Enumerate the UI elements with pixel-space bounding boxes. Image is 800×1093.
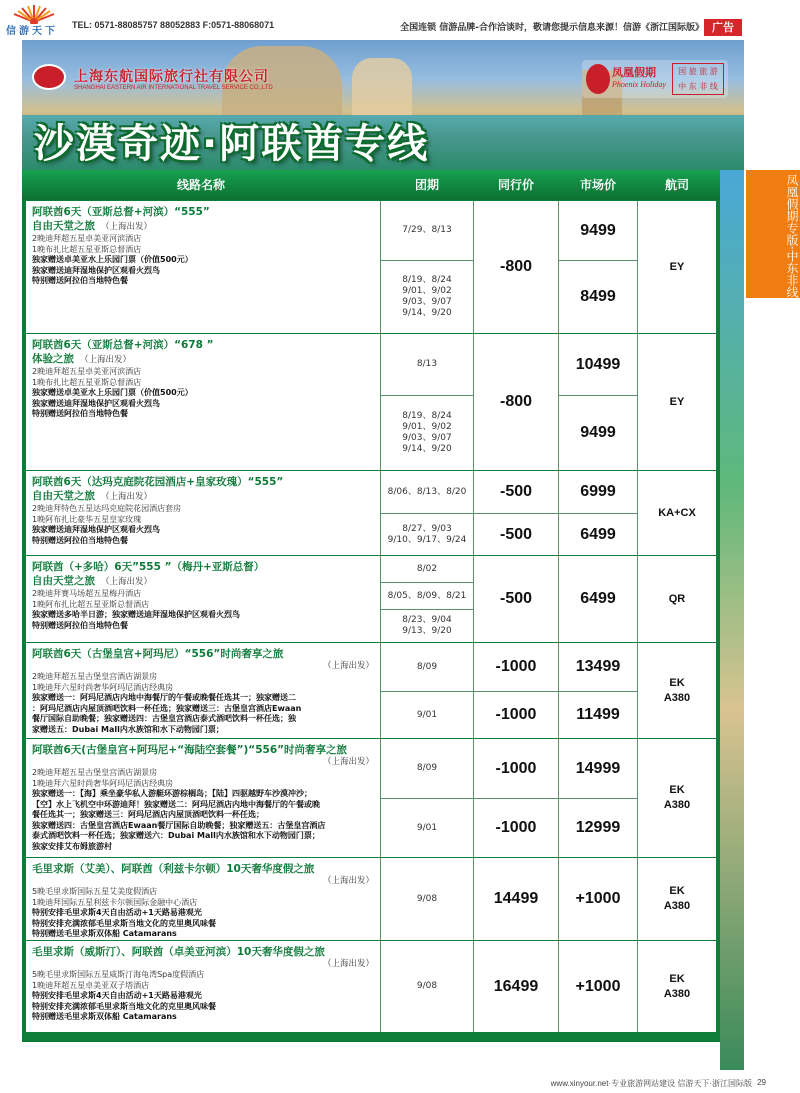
airline-code: EY — [669, 260, 685, 273]
departure-date-group — [381, 556, 473, 582]
route-detail-line: 独家赠送迪拜湿地保护区观看火烈鸟 — [32, 265, 160, 275]
route-origin: （上海出发） — [101, 492, 153, 502]
route-detail-line: 2晚迪拜赛马场超五星梅丹酒店 — [32, 589, 142, 598]
airline-codes — [638, 471, 716, 555]
route-detail-line: 1晚迪拜六星时尚奢华阿玛尼酒店经典房 — [32, 778, 174, 788]
market-price: 14999 — [575, 759, 621, 777]
partner-tagline — [672, 63, 724, 95]
table-row — [26, 643, 716, 738]
contact-phone: TEL: 0571-88085757 88052883 F:0571-88068071 — [72, 20, 275, 30]
hero-banner — [22, 40, 744, 170]
route-origin: （上海出发） — [101, 222, 153, 232]
route-detail-line: 特别赠送阿拉伯当地特色餐 — [32, 276, 128, 285]
departure-date-group — [381, 201, 473, 260]
airline-codes — [638, 334, 716, 470]
market-price: +1000 — [575, 977, 621, 995]
page-title: 沙漠奇迹·阿联酋专线 — [34, 121, 430, 167]
brand-logo-text: 信游天下 — [6, 26, 58, 37]
route-detail-line: 特别安排充满浓郁毛里求斯当地文化的克里奥风味餐 — [32, 918, 216, 928]
peer-price-cell — [474, 334, 558, 470]
route-title — [32, 862, 374, 876]
departure-date-group — [381, 514, 473, 555]
airline-code: EK — [669, 676, 685, 689]
table-row — [26, 201, 716, 333]
departure-date: 8/02 — [416, 563, 438, 574]
departure-date-group — [381, 334, 473, 395]
route-detail-line: 独家赠送卓美亚水上乐园门票（价值500元） — [32, 255, 193, 264]
route-description — [26, 858, 380, 940]
market-price-cell — [559, 334, 637, 470]
route-title-text: 阿联酋（+多哈）6天”555 ”（梅丹+亚斯总督） — [32, 561, 265, 573]
airline-code: A380 — [663, 691, 691, 704]
departure-date-group — [381, 858, 473, 940]
table-row — [26, 739, 716, 857]
table-row — [26, 941, 716, 1032]
departure-date-group — [381, 610, 473, 642]
route-detail-line: 独家赠送一：【海】乘坐豪华私人游艇环游棕榈岛；【陆】四驱越野车沙漠冲沙； — [32, 789, 312, 798]
partner-tagline-line: 国 旅 旅 游 — [678, 67, 718, 76]
route-detail-line: 1晚迪拜六星时尚奢华阿玛尼酒店经典房 — [32, 682, 174, 692]
peer-price: -800 — [499, 258, 533, 275]
route-title — [32, 205, 374, 219]
peer-price: -500 — [499, 525, 533, 543]
market-price: 9499 — [580, 424, 616, 441]
departure-dates-cell — [381, 201, 473, 333]
peer-price: -800 — [499, 393, 533, 410]
airline-code: A380 — [663, 799, 691, 811]
market-price: 6499 — [580, 590, 616, 607]
departure-date-group — [381, 941, 473, 1032]
airline-cell — [638, 643, 716, 738]
route-price-table — [22, 170, 720, 1042]
footer-website: www.xinyour.net·专业旅游网站建设 信游天下·浙江国际版 — [550, 1079, 752, 1088]
market-price-cell — [559, 556, 637, 642]
peer-price: -1000 — [495, 819, 537, 836]
route-detail-line: 1晚布扎比超五星亚斯总督酒店 — [32, 244, 142, 254]
airline-codes — [638, 643, 716, 738]
route-detail-line: 特别赠送阿拉伯当地特色餐 — [32, 535, 128, 545]
market-price: 12999 — [575, 819, 621, 836]
route-title-text: 毛里求斯（威斯汀）、阿联酋（卓美亚河滨）10天奢华度假之旅 — [32, 946, 325, 958]
departure-dates-cell — [381, 334, 473, 470]
header-route-name: 线路名称 — [176, 178, 225, 192]
route-detail-line: 餐任选其一；独家赠送三：阿玛尼酒店内屋顶酒吧饮料一杯任选； — [32, 810, 264, 819]
departure-date: 8/05、8/09、8/21 — [387, 590, 467, 601]
peer-price-cell — [474, 858, 558, 940]
partner-tagline-line: 中 东 非 线 — [678, 82, 718, 91]
route-detail-line: 1晚阿布扎比超五星亚斯总督酒店 — [32, 599, 150, 609]
airline-code: A380 — [663, 900, 691, 912]
airline-code: KA+CX — [658, 506, 696, 519]
departure-date-group — [381, 739, 473, 798]
departure-date-group — [381, 396, 473, 470]
departure-date-group — [381, 643, 473, 691]
departure-date: 8/06、8/13、8/20 — [387, 486, 467, 497]
route-subtitle-text: 自由天堂之旅 — [32, 220, 95, 232]
route-description — [26, 334, 380, 470]
market-price-cell — [559, 201, 637, 333]
airline-cell — [638, 941, 716, 1032]
market-price: 9499 — [580, 221, 616, 239]
departure-date-group — [381, 583, 473, 609]
header-market-price: 市场价 — [579, 178, 616, 192]
agency-name: 上海东航国际旅行社有限公司 — [74, 69, 269, 85]
departure-dates-cell — [381, 858, 473, 940]
table-row — [26, 556, 716, 642]
peer-price: -500 — [499, 483, 533, 500]
route-description — [26, 739, 380, 857]
route-detail-line: 2晚迪拜超五星古堡皇宫酒店湖景房 — [32, 672, 158, 681]
peer-price: -1000 — [495, 759, 537, 777]
route-detail-line: 1晚阿布扎比豪华五星皇家玫瑰 — [32, 514, 142, 524]
airline-cell — [638, 858, 716, 940]
phoenix-icon — [586, 64, 610, 94]
route-origin: （上海出发） — [101, 577, 153, 587]
route-detail-line: 特别安排毛里求斯4天自由活动+1天路易港观光 — [32, 991, 202, 1000]
departure-date: 8/27、9/03 — [402, 523, 452, 534]
peer-price: 16499 — [493, 977, 539, 995]
route-detail-line: 1晚迪拜国际五星利兹卡尔顿国际金融中心酒店 — [32, 897, 198, 907]
route-title — [32, 338, 374, 352]
sun-logo-icon — [4, 2, 64, 24]
airline-cell — [638, 556, 716, 642]
agency-english-name: SHANGHAI EASTERN AIR INTERNATIONAL TRAVEL SERVICE CO.,LTD — [74, 85, 273, 91]
peer-price-cell — [474, 739, 558, 857]
airline-codes — [638, 556, 716, 642]
market-price-cell — [559, 941, 637, 1032]
airline-codes — [638, 858, 716, 940]
route-detail-line: 餐厅国际自助晚餐；独家赠送四：古堡皇宫酒店泰式酒吧饮料一杯任选；独 — [32, 714, 296, 723]
page-footer — [0, 1078, 800, 1093]
peer-price-cell — [474, 643, 558, 738]
route-detail-line: 独家赠送卓美亚水上乐园门票（价值500元） — [32, 388, 193, 397]
route-subtitle-text: 体验之旅 — [32, 353, 74, 365]
peer-price: -500 — [499, 590, 533, 607]
route-title — [32, 475, 374, 489]
market-price: 6999 — [580, 483, 616, 500]
departure-date: 8/19、8/24 — [402, 411, 452, 421]
market-price: 10499 — [575, 355, 621, 373]
route-detail-line: 5晚毛里求斯国际五星艾美度假酒店 — [32, 887, 158, 896]
departure-date: 8/09 — [416, 661, 438, 672]
route-detail-line: 独家赠送多哈半日游；独家赠送迪拜湿地保护区观看火烈鸟 — [32, 610, 240, 619]
airline-codes — [638, 941, 716, 1032]
departure-date: 8/13 — [416, 359, 438, 369]
market-price-cell — [559, 643, 637, 738]
departure-date: 9/08 — [416, 893, 438, 904]
route-description — [26, 201, 380, 333]
departure-date: 8/09 — [416, 763, 438, 773]
page-header — [0, 0, 800, 40]
peer-price-cell — [474, 941, 558, 1032]
route-detail-line: 独家赠送一：阿玛尼酒店内地中海餐厅的午餐或晚餐任选其一；独家赠送二 — [32, 693, 296, 702]
resort-building-image — [352, 58, 412, 116]
airline-code: EK — [669, 784, 685, 796]
route-detail-line: 特别安排充满浓郁毛里求斯当地文化的克里奥风味餐 — [32, 1001, 216, 1011]
route-detail-line: 独家赠送四：古堡皇宫酒店Ewaan餐厅国际自助晚餐；独家赠送五：古堡皇宫酒店 — [32, 820, 326, 830]
airline-code: QR — [668, 592, 686, 605]
table-row — [26, 471, 716, 555]
route-detail-line: 独家安排艾布姆旅游村 — [32, 841, 112, 851]
agency-logo-icon — [32, 64, 66, 90]
route-origin: （上海出发） — [80, 355, 132, 365]
route-subtitle — [32, 574, 374, 589]
route-description — [26, 941, 380, 1032]
page-number: 29 — [757, 1078, 766, 1087]
route-title-text: 阿联酋6天(古堡皇宫+阿玛尼+“海陆空套餐”)“556”时尚奢享之旅 — [32, 744, 348, 756]
market-price: 11499 — [576, 706, 620, 723]
route-description — [26, 643, 380, 738]
header-notice: 全国连锁 信游品牌-合作洽谈时，敬请您提示信息来源！信游《浙江国际版》 — [400, 23, 704, 33]
side-scenery-image — [720, 170, 744, 1070]
route-detail-line: 【空】水上飞机空中环游迪拜！独家赠送二：阿玛尼酒店内地中海餐厅的午餐或晚 — [32, 799, 320, 809]
route-detail-line: 泰式酒吧饮料一杯任选；独家赠送六：Dubai Mall内水族馆和水下动物园门票； — [32, 831, 320, 840]
departure-date: 9/03、9/07 — [402, 297, 452, 307]
header-peer-price: 同行价 — [497, 178, 534, 192]
route-detail-line: 2晚迪拜特色五星达玛克庭院花园酒店套房 — [32, 504, 182, 513]
table-header — [22, 170, 720, 200]
departure-date: 9/01、9/02 — [402, 422, 452, 432]
route-detail-line: 特别安排毛里求斯4天自由活动+1天路易港观光 — [32, 908, 202, 917]
route-subtitle — [32, 489, 374, 504]
section-side-tab — [746, 170, 800, 298]
route-title-text: 阿联酋6天（亚斯总督+河滨）“678 ” — [32, 339, 214, 351]
departure-date-group — [381, 799, 473, 857]
peer-price-cell — [474, 556, 558, 642]
route-title-text: 阿联酋6天（古堡皇宫+阿玛尼）“556”时尚奢享之旅 — [32, 648, 284, 660]
route-title-text: 毛里求斯（艾美）、阿联酋（利兹卡尔顿）10天奢华度假之旅 — [32, 863, 315, 875]
route-detail-line: 特别赠送阿拉伯当地特色餐 — [32, 409, 128, 418]
market-price-cell — [559, 471, 637, 555]
table-row — [26, 334, 716, 470]
route-subtitle — [32, 219, 374, 234]
peer-price: -1000 — [495, 706, 537, 723]
departure-date: 9/01、9/02 — [402, 286, 452, 296]
market-price-cell — [559, 858, 637, 940]
departure-date: 9/14、9/20 — [402, 444, 452, 454]
airline-code: EK — [669, 885, 685, 897]
route-title — [32, 647, 374, 661]
route-detail-line: 特别赠送毛里求斯双体船 Catamarans — [32, 1012, 177, 1021]
market-price-cell — [559, 739, 637, 857]
route-title — [32, 743, 374, 757]
route-detail-line: 1晚迪拜超五星卓美亚双子塔酒店 — [32, 980, 150, 990]
route-detail-line: 5晚毛里求斯国际五星威斯汀海龟湾Spa度假酒店 — [32, 970, 205, 979]
departure-date: 9/03、9/07 — [402, 433, 452, 443]
departure-date: 7/29、8/13 — [402, 225, 452, 235]
route-origin: （上海出发） — [322, 661, 374, 671]
market-price: 8499 — [580, 288, 616, 305]
departure-date: 9/10、9/17、9/24 — [387, 534, 467, 545]
departure-date-group — [381, 261, 473, 333]
airline-cell — [638, 471, 716, 555]
route-title-text: 阿联酋6天（达玛克庭院花园酒店+皇家玫瑰）“555” — [32, 476, 284, 488]
market-price: 6499 — [580, 525, 616, 543]
departure-date: 9/01 — [416, 709, 438, 720]
route-origin: （上海出发） — [322, 876, 374, 886]
route-detail-line: 2晚迪拜超五星卓美亚河滨酒店 — [32, 234, 142, 243]
airline-cell — [638, 334, 716, 470]
airline-codes — [638, 739, 716, 857]
airline-code: EY — [669, 395, 685, 408]
departure-date-group — [381, 471, 473, 513]
peer-price-cell — [474, 201, 558, 333]
market-price: 13499 — [575, 658, 621, 675]
airline-cell — [638, 739, 716, 857]
ad-badge: 广告 — [704, 19, 742, 36]
route-title — [32, 560, 374, 574]
airline-code: A380 — [663, 987, 691, 1000]
departure-dates-cell — [381, 941, 473, 1032]
departure-dates-cell — [381, 556, 473, 642]
route-detail-line: 特别赠送阿拉伯当地特色餐 — [32, 620, 128, 630]
route-detail-line: 特别赠送毛里求斯双体船 Catamarans — [32, 929, 177, 938]
table-row — [26, 858, 716, 940]
departure-date: 9/01 — [416, 822, 438, 833]
peer-price-cell — [474, 471, 558, 555]
route-subtitle-text: 自由天堂之旅 — [32, 490, 95, 502]
route-detail-line: 家赠送五：Dubai Mall内水族馆和水下动物园门票； — [32, 724, 224, 734]
peer-price: 14499 — [493, 890, 539, 907]
section-side-tab-label: 凤凰假期专版·中东非线 — [785, 173, 799, 298]
route-origin: （上海出发） — [322, 757, 374, 767]
departure-date: 8/19、8/24 — [402, 275, 452, 285]
route-title-text: 阿联酋6天（亚斯总督+河滨）“555” — [32, 206, 210, 218]
departure-date: 9/14、9/20 — [402, 308, 452, 318]
peer-price: -1000 — [495, 658, 537, 675]
route-subtitle — [32, 352, 374, 367]
route-detail-line: 1晚布扎比超五星亚斯总督酒店 — [32, 377, 142, 387]
departure-date: 9/13、9/20 — [402, 626, 452, 636]
airline-codes — [638, 201, 716, 333]
header-airline: 航司 — [664, 178, 689, 192]
airline-cell — [638, 201, 716, 333]
route-detail-line: 2晚迪拜超五星卓美亚河滨酒店 — [32, 367, 142, 376]
departure-dates-cell — [381, 471, 473, 555]
departure-date: 8/23、9/04 — [402, 615, 452, 625]
route-description — [26, 556, 380, 642]
route-detail-line: 2晚迪拜超五星古堡皇宫酒店湖景房 — [32, 768, 158, 777]
partner-name: 凤凰假期 — [612, 66, 656, 79]
departure-dates-cell — [381, 739, 473, 857]
departure-date: 9/08 — [416, 981, 438, 991]
departure-date-group — [381, 692, 473, 738]
route-origin: （上海出发） — [322, 959, 374, 969]
header-departure-dates: 团期 — [414, 178, 439, 192]
route-detail-line: 独家赠送迪拜湿地保护区观看火烈鸟 — [32, 398, 160, 408]
route-detail-line: 独家赠送迪拜湿地保护区观看火烈鸟 — [32, 525, 160, 534]
partner-english-name: Phoenix Holiday — [612, 80, 666, 89]
market-price: +1000 — [575, 890, 621, 907]
phoenix-holiday-logo — [582, 60, 728, 98]
departure-dates-cell — [381, 643, 473, 738]
route-subtitle-text: 自由天堂之旅 — [32, 575, 95, 587]
route-detail-line: ：阿玛尼酒店内屋顶酒吧饮料一杯任选；独家赠送三：古堡皇宫酒店Ewaan — [32, 703, 302, 713]
airline-code: EK — [669, 972, 685, 985]
route-description — [26, 471, 380, 555]
route-title — [32, 945, 374, 959]
